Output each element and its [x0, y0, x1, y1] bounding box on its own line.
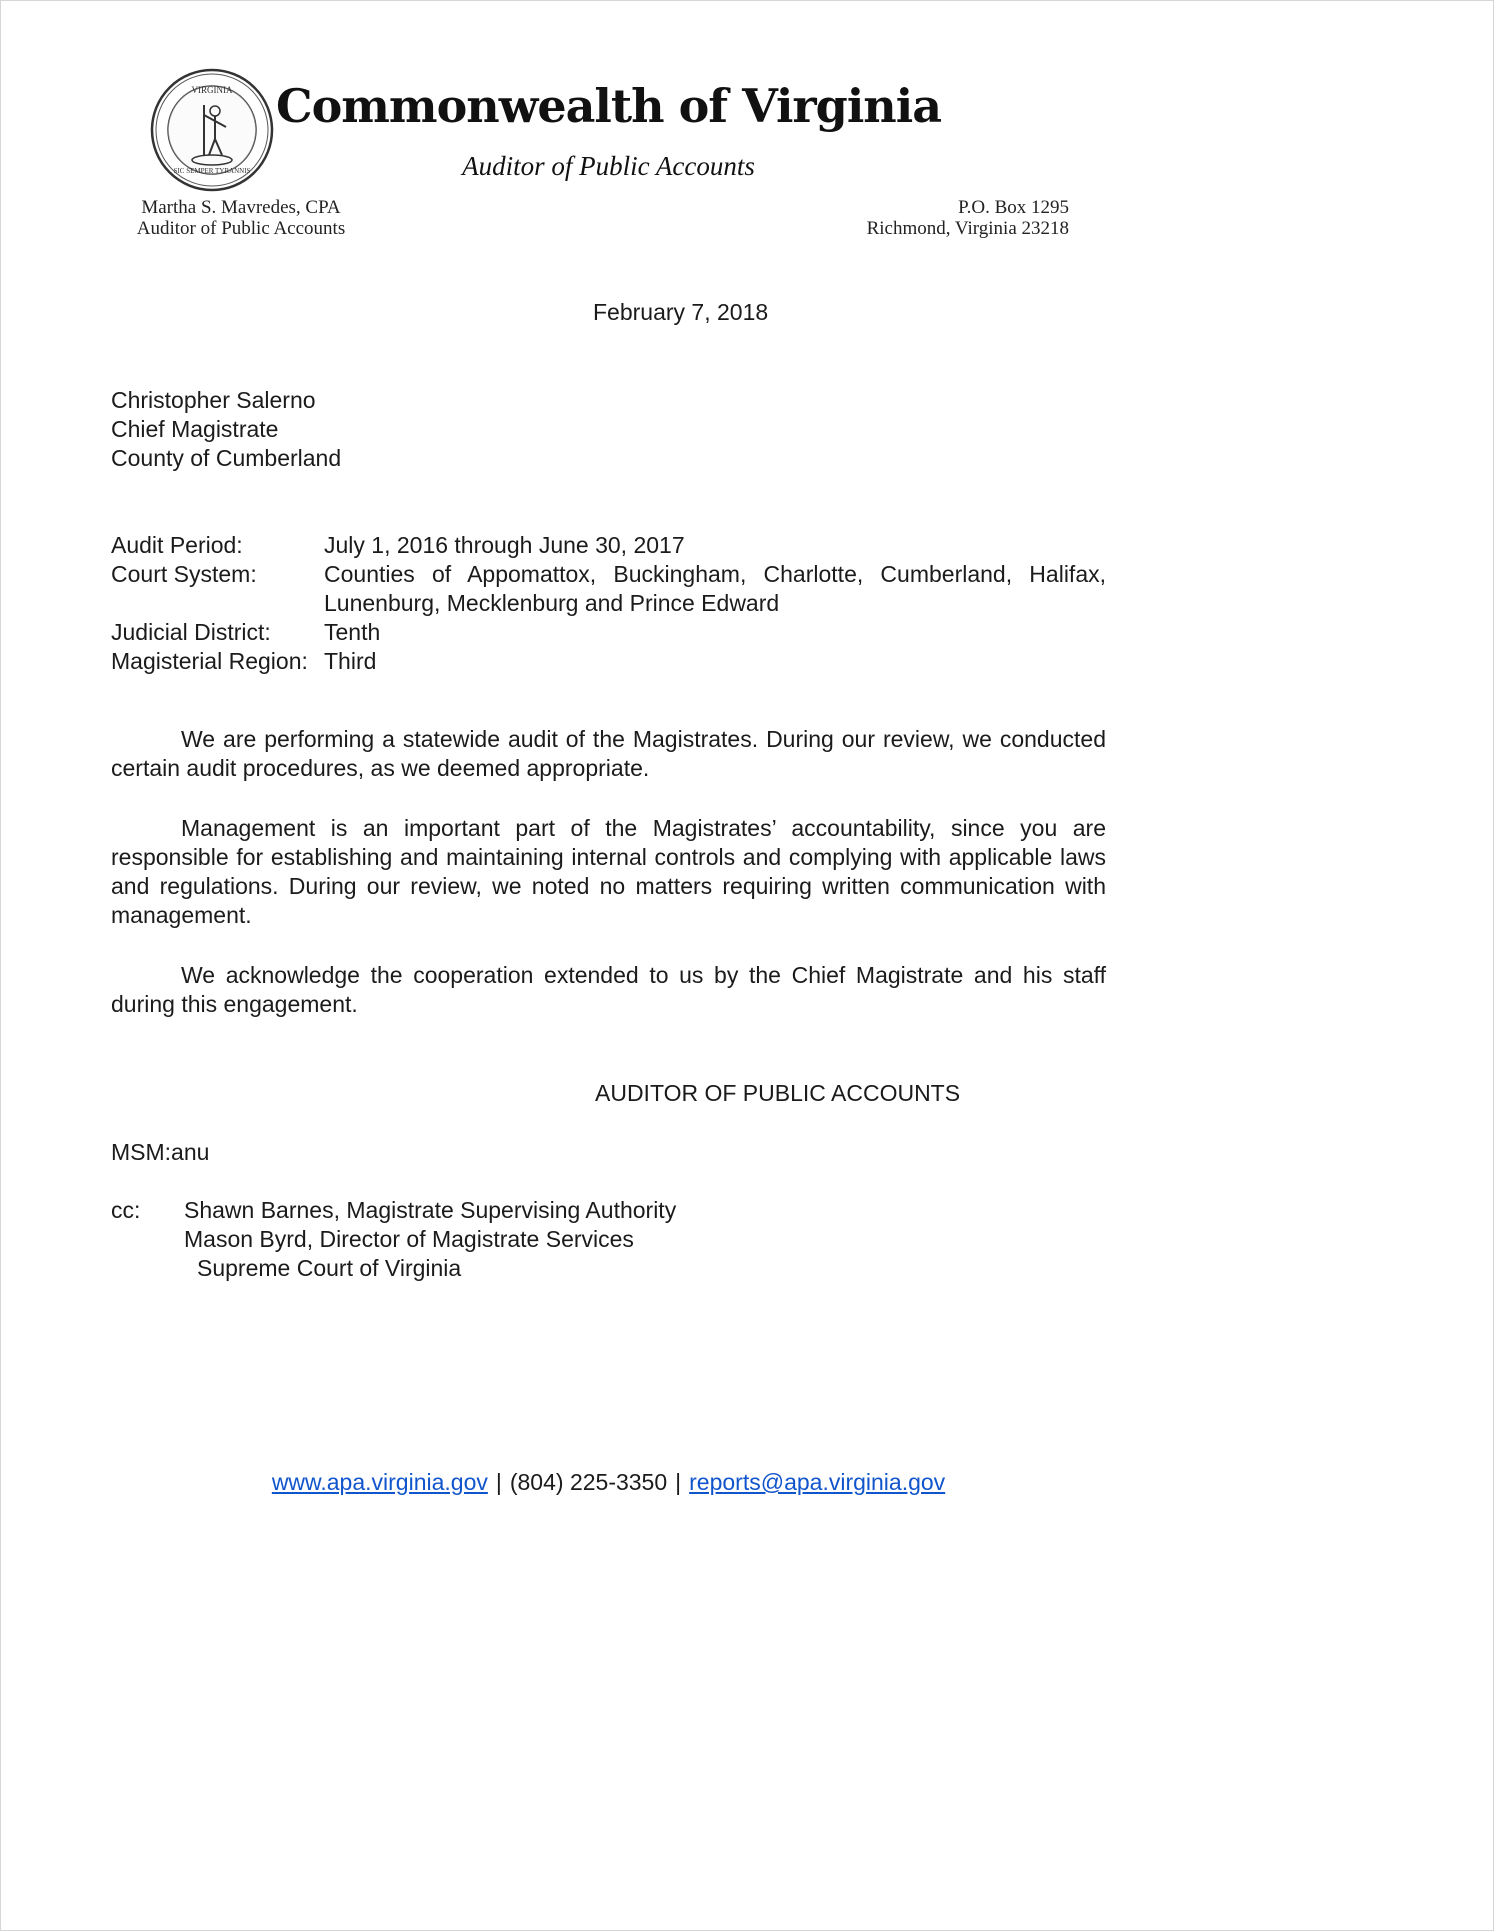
signature-block: AUDITOR OF PUBLIC ACCOUNTS [595, 1080, 961, 1106]
phone-number: (804) 225-3350 [509, 1469, 668, 1495]
detail-label: Judicial District: [111, 619, 271, 645]
letterhead-subtitle: Auditor of Public Accounts [462, 151, 755, 181]
detail-label: Magisterial Region: [111, 648, 308, 674]
svg-text:VIRGINIA: VIRGINIA [191, 85, 233, 95]
detail-value: Third [324, 648, 377, 674]
recipient-name: Christopher Salerno [111, 387, 316, 413]
footer-separator: | [495, 1469, 502, 1495]
officer-name: Martha S. Mavredes, CPA [141, 197, 341, 218]
detail-value: Counties of Appomattox, Buckingham, Charlotte, Cumberland, Halifax, Lunenburg, Mecklenburg and Prince Edward [324, 561, 1106, 616]
address-block [801, 197, 1069, 239]
cc-recipient: Shawn Barnes, Magistrate Supervising Authority [184, 1197, 677, 1223]
address-line-2: Richmond, Virginia 23218 [866, 218, 1069, 239]
cc-block [111, 1196, 676, 1283]
svg-text:SIC SEMPER TYRANNIS: SIC SEMPER TYRANNIS [173, 167, 251, 175]
footer-separator: | [675, 1469, 682, 1495]
page-footer [111, 1469, 1106, 1496]
body-paragraph: We are performing a statewide audit of the Magistrates. During our review, we conducted certain audit procedures, as we deemed appropriate. [111, 726, 1106, 781]
letterhead-title: Commonwealth of Virginia [275, 79, 942, 133]
audit-details [111, 531, 1106, 676]
reference-initials: MSM:anu [111, 1139, 210, 1165]
address-line-1: P.O. Box 1295 [958, 197, 1069, 218]
cc-recipient: Supreme Court of Virginia [197, 1255, 462, 1281]
cc-label: cc: [111, 1197, 141, 1223]
officer-title: Auditor of Public Accounts [136, 218, 346, 239]
body-paragraph: We acknowledge the cooperation extended to us by the Chief Magistrate and his staff during this engagement. [111, 962, 1106, 1017]
detail-value: Tenth [324, 619, 381, 645]
recipient-block [111, 386, 341, 473]
detail-label: Court System: [111, 561, 257, 587]
website-link[interactable]: www.apa.virginia.gov [271, 1469, 488, 1495]
detail-label: Audit Period: [111, 532, 243, 558]
email-link[interactable]: reports@apa.virginia.gov [689, 1469, 946, 1495]
officer-block [119, 197, 363, 239]
detail-value: July 1, 2016 through June 30, 2017 [324, 532, 685, 558]
letter-body [111, 725, 1106, 1050]
letter-date: February 7, 2018 [593, 299, 769, 325]
recipient-org: County of Cumberland [111, 445, 342, 471]
cc-recipient: Mason Byrd, Director of Magistrate Services [184, 1226, 634, 1252]
body-paragraph: Management is an important part of the Magistrates’ accountability, since you are responsible for establishing and maintaining internal controls and complying with applicable laws and regulations. During our review, we noted no matters requiring written communication with management. [111, 815, 1106, 928]
recipient-title: Chief Magistrate [111, 416, 279, 442]
cc-recipients [184, 1196, 676, 1283]
